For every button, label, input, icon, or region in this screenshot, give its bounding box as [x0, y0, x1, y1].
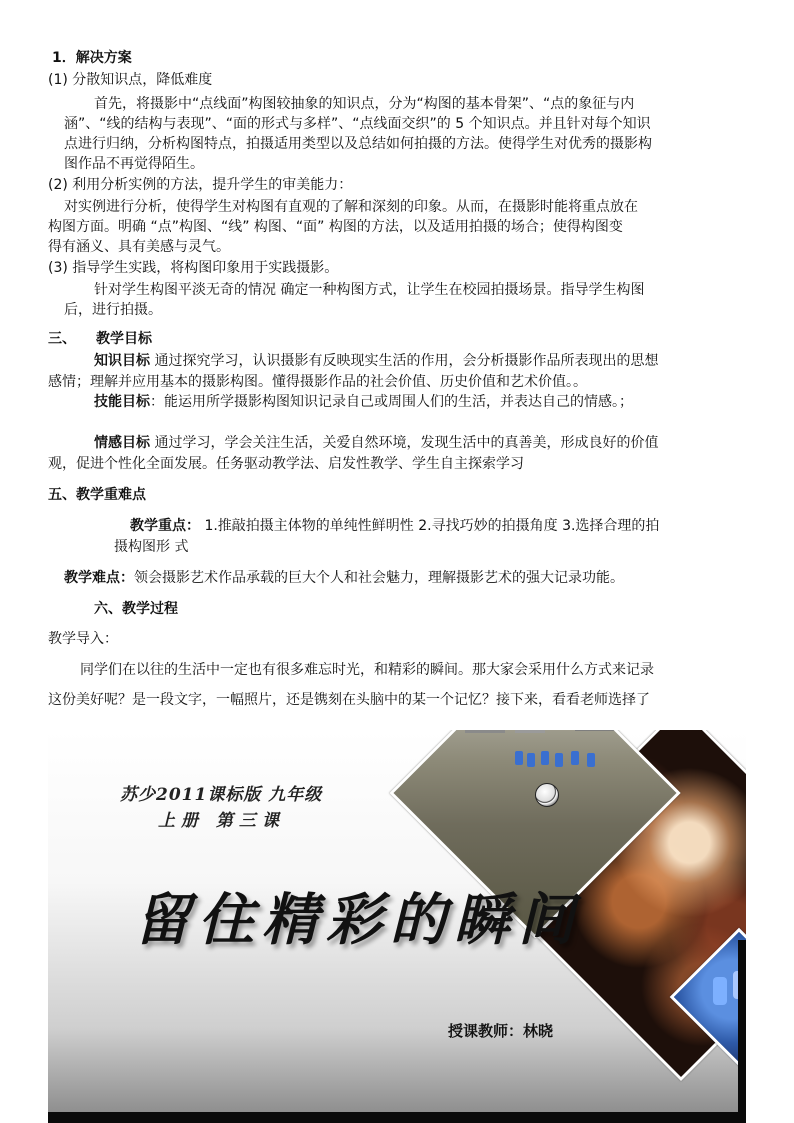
- key-points: [130, 517, 659, 535]
- item3-line-2: 后，进行拍摄。: [64, 302, 162, 318]
- item1-line-3: 点进行归纳，分析构图特点，拍摄适用类型以及总结如何拍摄的方法。使得学生对优秀的摄影构: [64, 136, 652, 152]
- intro-label: 教学导入：: [48, 631, 118, 647]
- section1-heading: 1．解决方案: [52, 50, 132, 66]
- item2-line-1: 对实例进行分析，使得学生对构图有直观的了解和深刻的印象。从而，在摄影时能将重点放在: [64, 199, 638, 215]
- item3-line-1: 针对学生构图平淡无奇的情况 确定一种构图方式，让学生在校园拍摄场景。指导学生构图: [94, 282, 645, 298]
- slide-subtitle-2: 上册 第三课: [158, 811, 285, 831]
- intro-line-1: 同学们在以往的生活中一定也有很多难忘时光，和精彩的瞬间。那大家会采用什么方式来记录: [80, 662, 654, 678]
- knowledge-goal: [94, 352, 658, 370]
- key-label: 教学重点：: [130, 518, 200, 534]
- intro-line-2: 这份美好呢？是一段文字，一幅照片，还是镌刻在头脑中的某一个记忆？接下来，看看老师选择了: [48, 692, 650, 708]
- item2-line-3: 得有涵义、具有美感与灵气。: [48, 239, 230, 255]
- difficult-text: 领会摄影艺术作品承载的巨大个人和社会魅力，理解摄影艺术的强大记录功能。: [134, 570, 624, 586]
- knowledge-line-2: 感情；理解并应用基本的摄影构图。懂得摄影作品的社会价值、历史价值和艺术价值。。: [48, 374, 587, 390]
- slide-right-bar: [738, 940, 746, 1112]
- difficult-label: 教学难点：: [64, 570, 134, 586]
- key-line-2: 摄构图形 式: [114, 539, 189, 555]
- section3-heading: 教学目标: [96, 331, 152, 347]
- item1-line-4: 图作品不再觉得陌生。: [64, 156, 204, 172]
- knowledge-line-1: 通过探究学习，认识摄影有反映现实生活的作用，会分析摄影作品所表现出的思想: [154, 353, 659, 369]
- skill-goal: [94, 393, 633, 411]
- section3-heading-num: 三、: [48, 331, 76, 347]
- item3-title: (3) 指导学生实践，将构图印象用于实践摄影。: [48, 260, 339, 276]
- skill-label: 技能目标: [94, 394, 150, 410]
- slide-title: 留住精彩的瞬间: [134, 887, 582, 953]
- lesson-cover-slide: [48, 730, 746, 1112]
- item2-title: (2) 利用分析实例的方法，提升学生的审美能力：: [48, 177, 353, 193]
- difficult-points: [64, 569, 624, 587]
- item2-line-2: 构图方面。明确 “点”构图、“线” 构图、“面” 构图的方法，以及适用拍摄的场合；使得构图变: [48, 219, 623, 235]
- section6-heading: 六、教学过程: [94, 601, 178, 617]
- slide-bottom-bar: [48, 1112, 746, 1123]
- emotion-line-2: 观，促进个性化全面发展。任务驱动教学法、启发性教学、学生自主探索学习: [48, 456, 524, 472]
- skill-text: ：能运用所学摄影构图知识记录自己或周围人们的生活，并表达自己的情感。；: [150, 394, 633, 410]
- section5-heading: 五、教学重难点: [48, 487, 146, 503]
- item1-line-1: 首先，将摄影中“点线面”构图较抽象的知识点，分为“构图的基本骨架”、“点的象征与内: [94, 96, 635, 112]
- slide-subtitle-1: 苏少2011课标版 九年级: [120, 785, 323, 805]
- emotion-line-1: 通过学习，学会关注生活，关爱自然环境，发现生活中的真善美，形成良好的价值: [154, 435, 659, 451]
- slide-teacher: 授课教师：林晓: [448, 1022, 554, 1040]
- item1-title: (1) 分散知识点，降低难度: [48, 72, 213, 88]
- emotion-goal: [94, 434, 658, 452]
- item1-line-2: 涵”、“线的结构与表现”、“面的形式与多样”、“点线面交织”的 5 个知识点。并且针对每个知识: [64, 116, 651, 132]
- emotion-label: 情感目标: [94, 435, 150, 451]
- knowledge-label: 知识目标: [94, 353, 150, 369]
- key-line-1: 1.推敲拍摄主体物的单纯性鲜明性 2.寻找巧妙的拍摄角度 3.选择合理的拍: [204, 518, 660, 534]
